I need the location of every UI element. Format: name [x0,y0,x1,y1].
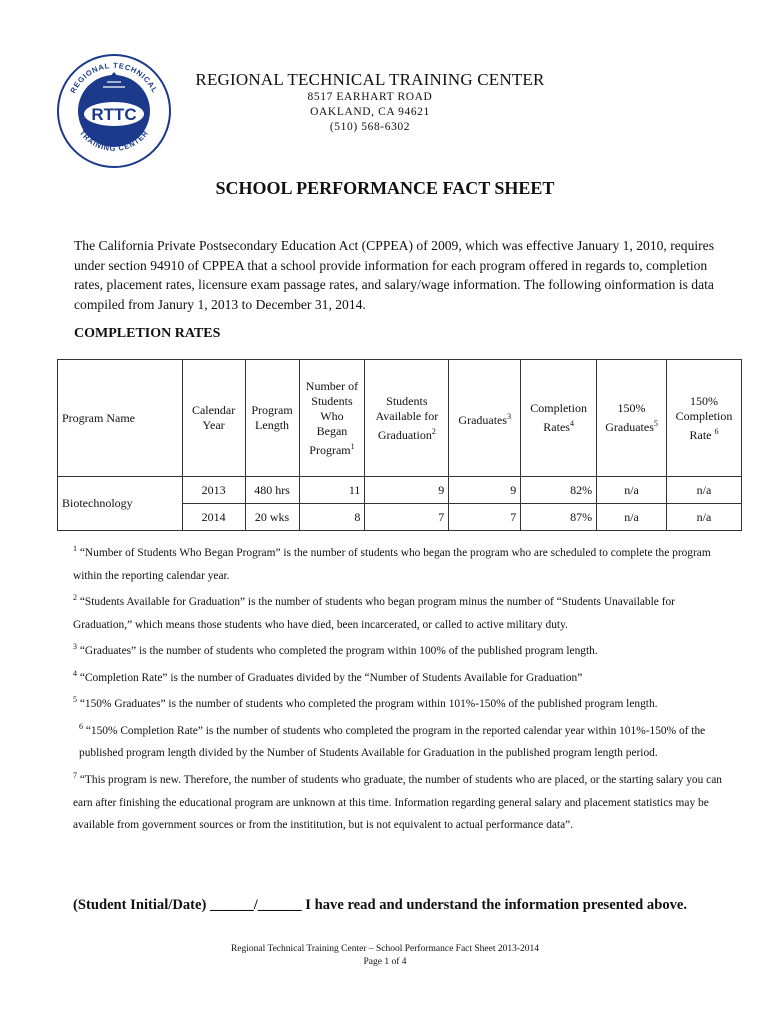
length-cell: 20 wks [245,504,299,531]
header-program-length: Program Length [245,360,299,477]
city-address: OAKLAND, CA 94621 [310,106,430,118]
header-students-available: Students Available for Graduation$^2$ [365,360,449,477]
completion-cell: 87% [521,504,597,531]
footnote: $^7$ “This program is new. Therefore, the number of students who graduate, the number of students who are placed, or the starting salary you can earn after finishing the educational program are unknown at this time. Information regarding general salary and placement statistics may be available from government sources or from the instititution, but is not equivalent to actual performance data”. [73,771,722,832]
grad150-cell: n/a [597,477,667,504]
organization-name: REGIONAL TECHNICAL TRAINING CENTER [195,70,545,89]
completion-rates-table [57,359,742,531]
began-cell: 8 [299,504,365,531]
header-150-graduates: 150% Graduates$^5$ [597,360,667,477]
footnotes [73,538,723,837]
svg-text:TRAINING CENTER: TRAINING CENTER [77,128,151,153]
letterhead [150,70,590,135]
grad150-cell: n/a [597,504,667,531]
footer-title: Regional Technical Training Center – School Performance Fact Sheet 2013-2014 [230,944,540,954]
year-cell: 2014 [182,504,245,531]
footnote: $^4$ “Completion Rate” is the number of Graduates divided by the “Number of Students Available for Graduation” [73,668,583,684]
section-heading: COMPLETION RATES [74,326,221,341]
document-title: SCHOOL PERFORMANCE FACT SHEET [215,178,555,198]
year-cell: 2013 [182,477,245,504]
program-name-cell: Biotechnology [58,477,183,531]
phone-number: (510) 568-6302 [329,121,411,133]
header-calendar-year: Calendar Year [182,360,245,477]
table-header-row [58,360,742,477]
intro-paragraph: The California Private Postsecondary Education Act (CPPEA) of 2009, which was effective January 1, 2010, requires under section 94910 of CPPEA that a school provide information for each program offered in regards to, completion rates, placement rates, licensure exam passage rates, and salary/wage information. The following oinformation is data compiled from Janury 1, 2013 to December 31, 2014. [74,238,715,312]
student-acknowledgement: (Student Initial/Date) ______/______ I have read and understand the information presented above. [73,897,688,913]
length-cell: 480 hrs [245,477,299,504]
header-students-began: Number of Students Who Began Program$^1$ [299,360,365,477]
comp150-cell: n/a [667,477,742,504]
graduates-cell: 7 [449,504,521,531]
footnote: $^6$ “150% Completion Rate” is the number of students who completed the program in the reported calendar year within 101%-150% of the published program length divided by the Number of Students Available for Graduation in the published program length period. [79,721,706,760]
street-address: 8517 EARHART ROAD [307,91,433,103]
svg-text:REGIONAL TECHNICAL: REGIONAL TECHNICAL [68,60,160,95]
began-cell: 11 [299,477,365,504]
svg-text:RTTC: RTTC [91,105,137,124]
footnote: $^3$ “Graduates” is the number of students who completed the program within 100% of the published program length. [73,642,598,658]
header-graduates: Graduates$^3$ [449,360,521,477]
graduates-cell: 9 [449,477,521,504]
comp150-cell: n/a [667,504,742,531]
header-program-name: Program Name [58,360,183,477]
footnote: $^2$ “Students Available for Graduation” is the number of students who began program minus the number of “Students Unavailable for Graduation,” which means those students who have died, been incarcerated, or called to active military duty. [73,593,675,631]
table-row [58,477,742,504]
page-number: Page 1 of 4 [363,957,407,967]
footnote: $^1$ “Number of Students Who Began Program” is the number of students who began the program who are scheduled to complete the program within the reporting calendar year. [73,544,711,582]
page-footer [0,943,770,969]
available-cell: 9 [365,477,449,504]
footnote: $^5$ “150% Graduates” is the number of students who completed the program within 101%-150% of the published program length. [73,695,658,711]
completion-cell: 82% [521,477,597,504]
header-150-completion-rate: 150% Completion Rate $^6$ [667,360,742,477]
available-cell: 7 [365,504,449,531]
header-completion-rates: Completion Rates$^4$ [521,360,597,477]
